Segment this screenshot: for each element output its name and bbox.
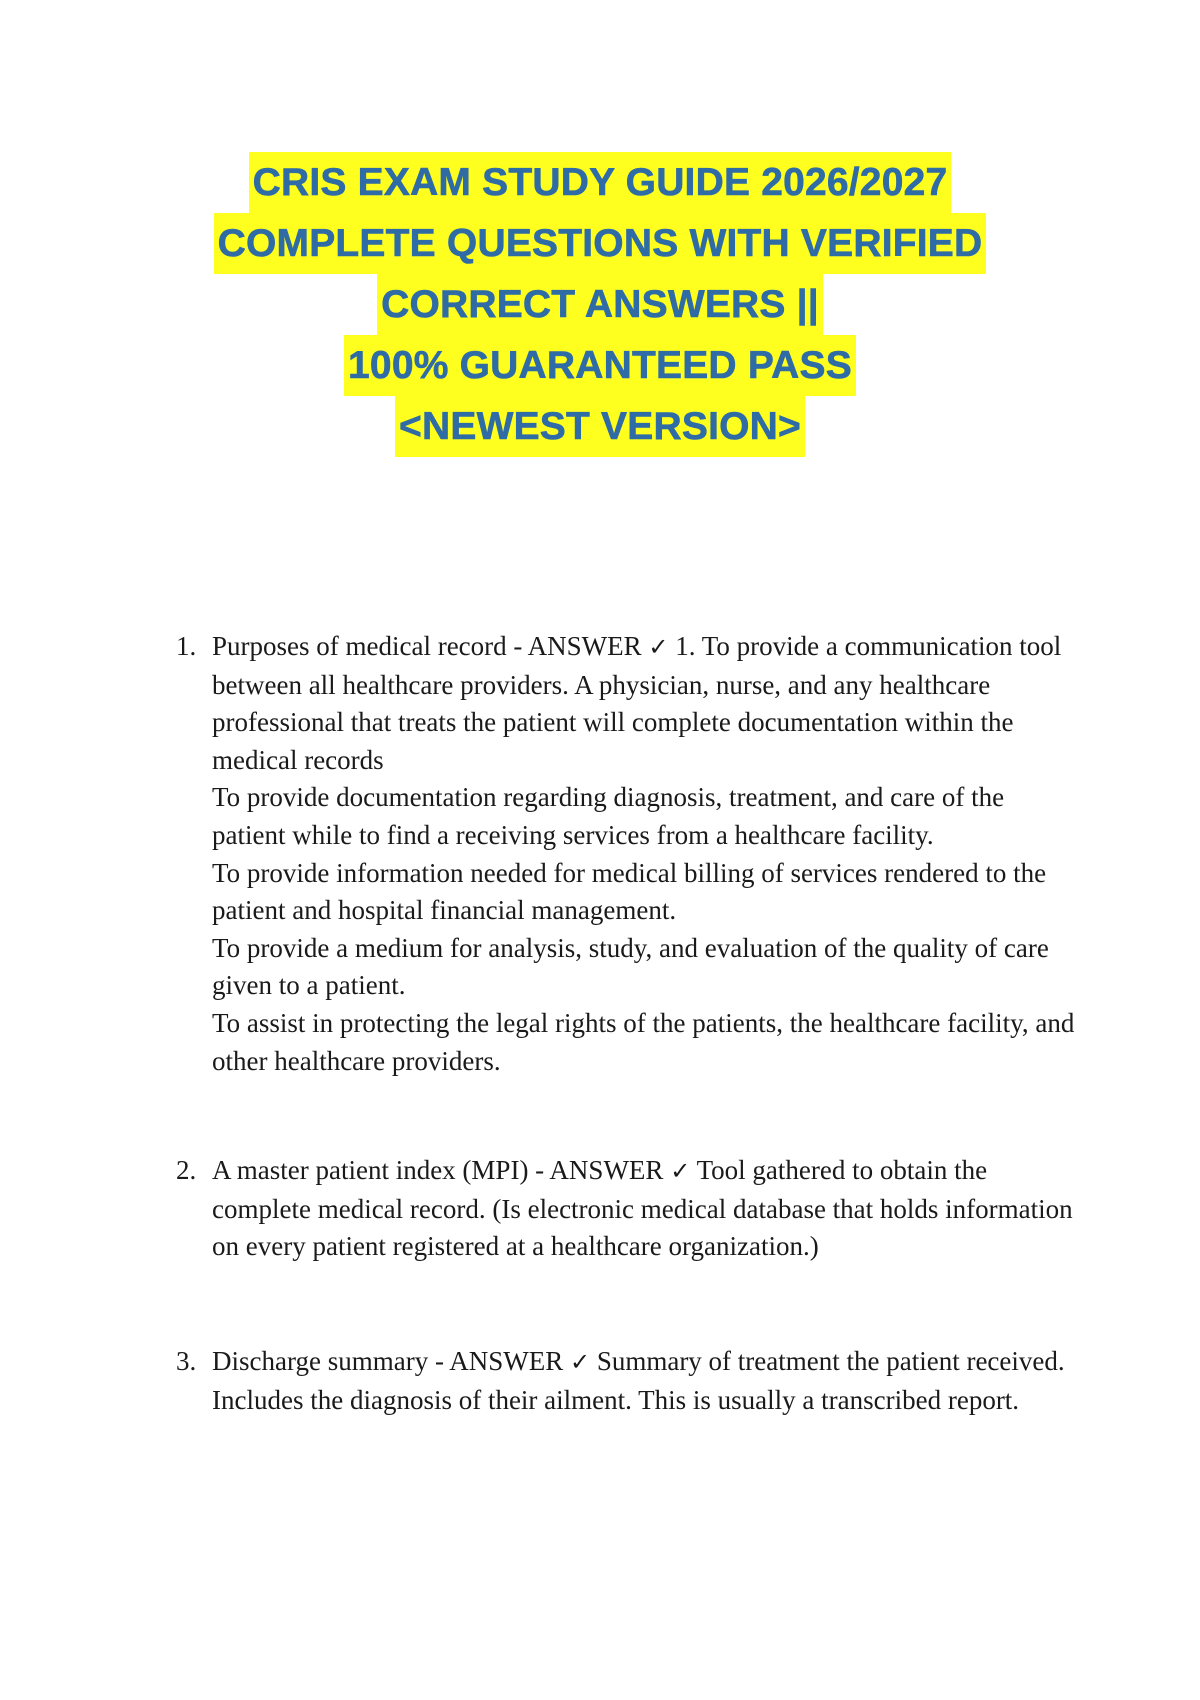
question-term: A master patient index (MPI) - ANSWER	[212, 1155, 664, 1185]
question-term: Purposes of medical record - ANSWER	[212, 631, 642, 661]
title-line	[0, 335, 1200, 396]
question-number: 1.	[176, 631, 197, 661]
question-body	[212, 1152, 1076, 1266]
question-body	[212, 1343, 1076, 1419]
check-icon: ✓	[569, 1348, 591, 1376]
title-line	[0, 274, 1200, 335]
title-line-text: COMPLETE QUESTIONS WITH VERIFIED	[214, 213, 987, 274]
question-list	[176, 1152, 1076, 1266]
question-list	[176, 1343, 1076, 1419]
title-line	[0, 396, 1200, 457]
answer-paragraph	[212, 628, 1076, 779]
question-list	[176, 628, 1076, 1080]
answer-paragraph	[212, 1343, 1076, 1419]
question-term: Discharge summary - ANSWER	[212, 1346, 564, 1376]
question-item-3	[176, 1343, 1076, 1419]
question-number: 3.	[176, 1346, 197, 1376]
title-line	[0, 213, 1200, 274]
title-line	[0, 152, 1200, 213]
title-line-text: CORRECT ANSWERS ||	[377, 274, 823, 335]
document-title	[0, 152, 1200, 457]
answer-text: 1. To provide a communication tool between all healthcare providers. A physician, nurse, and any healthcare professional that treats the patient will complete documentation within the medical records	[212, 631, 1062, 775]
answer-paragraph	[212, 1152, 1076, 1266]
question-number: 2.	[176, 1155, 197, 1185]
title-line-text: <NEWEST VERSION>	[395, 396, 805, 457]
answer-paragraph: To provide a medium for analysis, study, and evaluation of the quality of care given to a patient.	[212, 932, 1049, 1001]
title-line-text: 100% GUARANTEED PASS	[344, 335, 856, 396]
answer-paragraph: To assist in protecting the legal rights of the patients, the healthcare facility, and other healthcare providers.	[212, 1007, 1075, 1076]
check-icon: ✓	[648, 633, 669, 661]
title-line-text: CRIS EXAM STUDY GUIDE 2026/2027	[249, 152, 952, 213]
answer-paragraph: To provide documentation regarding diagnosis, treatment, and care of the patient while to find a receiving services from a healthcare facility.	[212, 782, 1005, 850]
answer-text: Summary of treatment the patient received. Includes the diagnosis of their ailment. This is usually a transcribed report.	[212, 1346, 1065, 1415]
question-item-1	[176, 628, 1076, 1080]
check-icon: ✓	[670, 1157, 691, 1185]
answer-paragraph: To provide information needed for medical billing of services rendered to the patient and hospital financial management.	[212, 857, 1047, 926]
answer-text: Tool gathered to obtain the complete medical record. (Is electronic medical database that holds information on every patient registered at a healthcare organization.)	[212, 1155, 1073, 1262]
question-body	[212, 628, 1076, 1080]
question-item-2	[176, 1152, 1076, 1266]
